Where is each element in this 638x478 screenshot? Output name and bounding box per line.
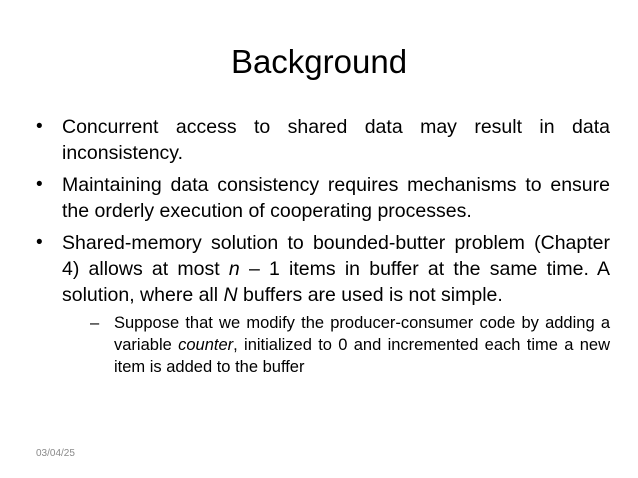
slide-title: Background <box>230 43 408 80</box>
variable-counter: counter <box>178 336 234 354</box>
sub-bullet-item <box>88 312 610 378</box>
bullet-text: Maintaining data consistency requires mechanisms to ensure the orderly execution of cooperating processes. <box>62 174 610 222</box>
sub-bullet-text-part: Suppose that we modify the producer-consumer code by adding a variable <box>114 314 610 354</box>
bullet-item <box>36 172 610 224</box>
sub-bullet-text <box>114 314 610 376</box>
bullet-item <box>36 114 610 166</box>
bullet-marker: • <box>36 116 43 137</box>
variable-n: n <box>228 258 240 280</box>
bullet-text-part: buffers are used is not simple. <box>237 284 503 306</box>
variable-N: N <box>223 284 238 306</box>
bullet-item <box>36 230 610 378</box>
bullet-text: Concurrent access to shared data may result in data inconsistency. <box>62 116 610 164</box>
bullet-text-part: Shared-memory solution to bounded-butter problem (Chapter 4) allows at most <box>62 232 610 280</box>
slide-date: 03/04/25 <box>36 448 75 459</box>
bullet-list <box>36 114 610 384</box>
bullet-marker: • <box>36 232 43 253</box>
sub-bullet-text-part: , initialized to 0 and incremented each time a new item is added to the buffer <box>114 336 610 376</box>
sub-bullet-marker: – <box>90 314 100 332</box>
bullet-marker: • <box>36 174 43 195</box>
bullet-text <box>62 232 610 306</box>
bullet-text-part: – 1 items in buffer at the same time. A solution, where all <box>62 258 610 306</box>
